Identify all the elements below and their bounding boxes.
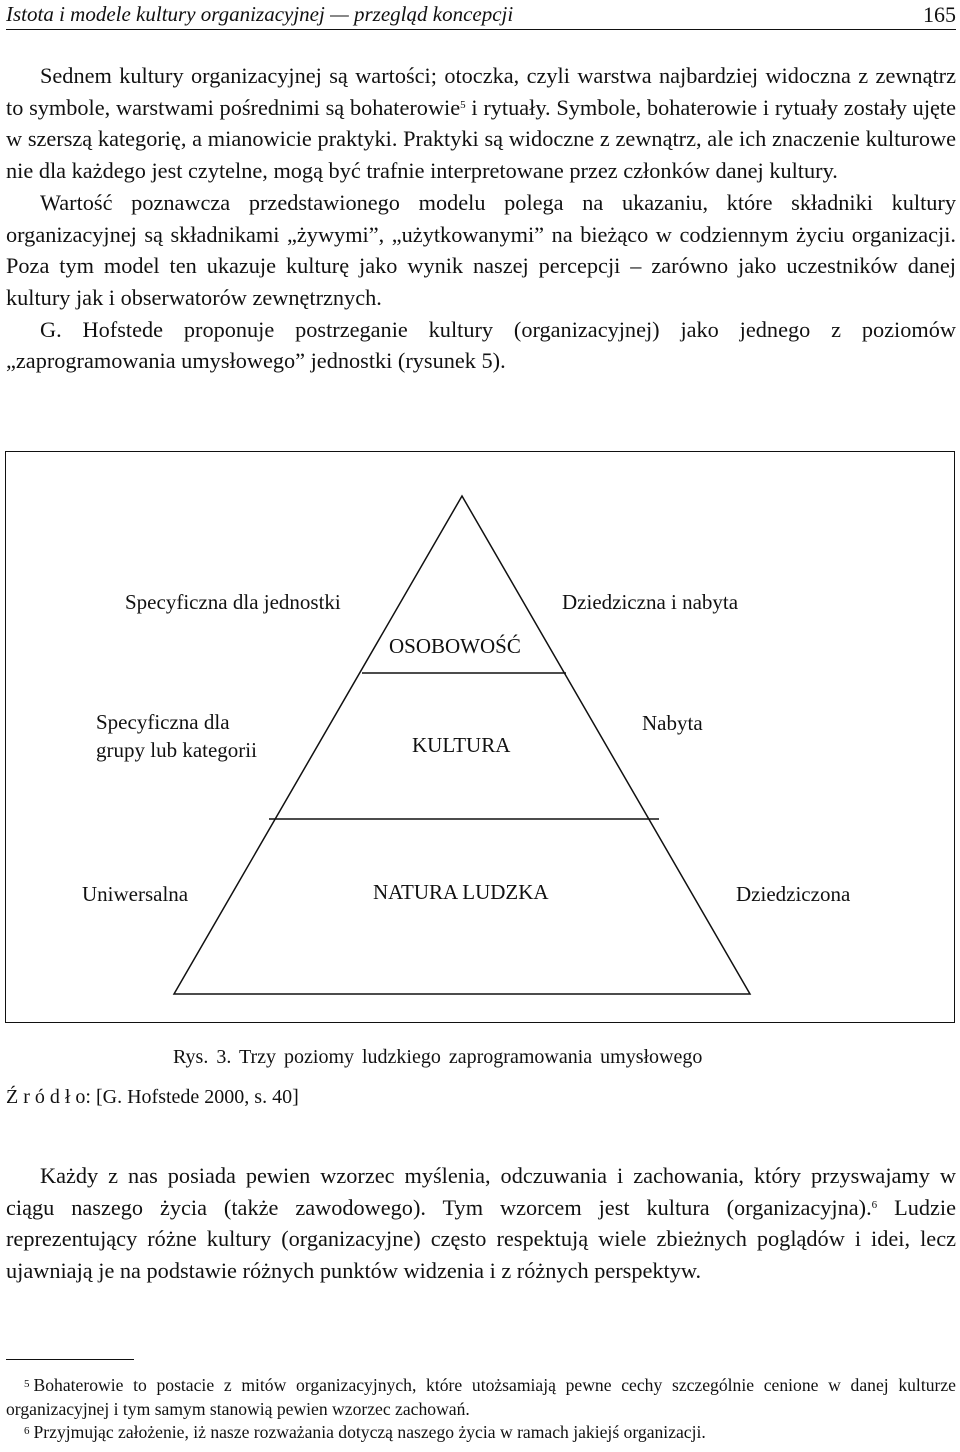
label-specific-individual: Specyficzna dla jednostki [125, 590, 341, 614]
level-culture: KULTURA [412, 733, 511, 757]
footnote-ref-6[interactable]: 6 [871, 1198, 878, 1211]
paragraph-2: Wartość poznawcza przedstawionego modelu polega na ukazaniu, które składniki kultury organizacyjnej są składnikami „żywymi”, „użytkowanymi” na bieżąco w codziennym życiu organizacji. Poza tym model ten ukazuje kulturę jako wynik naszej percepcji – zarówno jako uczestników danej kultury jak i obserwatorów zewnętrznych. [6, 189, 956, 310]
figure-pyramid [5, 451, 955, 1023]
running-title: Istota i modele kultury organizacyjnej — przegląd koncepcji [6, 2, 514, 26]
level-human-nature: NATURA LUDZKA [373, 880, 549, 904]
footnote-text-5: Bohaterowie to postacie z mitów organizacyjnych, które utożsamiają pewne cechy szczególnie cenione w danej kulturze organizacyjnej i tym samym stanowią pewien wzorzec zachowań. [6, 1375, 956, 1419]
paragraph-4 [6, 1160, 956, 1287]
paragraph-1 [6, 60, 956, 187]
level-personality: OSOBOWOŚĆ [389, 634, 521, 658]
footnote-ref-5[interactable]: 5 [460, 98, 466, 111]
footnotes [6, 1374, 956, 1445]
footnote-number-6: 6 [24, 1425, 30, 1437]
label-specific-group-line2: grupy lub kategorii [96, 738, 257, 762]
label-acquired: Nabyta [642, 711, 703, 735]
page-number: 165 [923, 2, 956, 27]
footnote-text-6: Przyjmując założenie, iż nasze rozważania dotyczą naszego życia w ramach jakiejś organizacji. [33, 1422, 706, 1442]
figure-source: Ź r ó d ł o: [G. Hofstede 2000, s. 40] [6, 1086, 299, 1108]
label-inherited: Dziedziczona [736, 882, 851, 906]
paragraph-1-text-a: Sednem kultury organizacyjnej są wartości; otoczka, czyli warstwa najbardziej widoczna z zewnątrz to symbole, warstwami pośrednimi są bohaterowie [6, 63, 956, 120]
footnote-6 [6, 1421, 956, 1445]
body-text-top [6, 60, 956, 377]
paragraph-4-text-a: Każdy z nas posiada pewien wzorzec myślenia, odczuwania i zachowania, który przyswajamy w ciągu naszego życia (także zawodowego). Tym wzorcem jest kultura (organizacyjna). [6, 1163, 956, 1220]
label-specific-group-line1: Specyficzna dla [96, 710, 230, 734]
running-header [6, 2, 956, 30]
paragraph-1-text-b: i rytuały. Symbole, bohaterowie i rytuały zostały ujęte w szerszą kategorię, a mianowicie praktyki. Praktyki są widoczne z zewnątrz, ale ich znaczenie kulturowe nie dla każdego jest czytelne, mogą być trafnie interpretowane przez członków danej kultury. [6, 94, 957, 184]
paragraph-3: G. Hofstede proponuje postrzeganie kultury (organizacyjnej) jako jednego z poziomów „zaprogramowania umysłowego” jednostki (rysunek 5). [6, 316, 956, 374]
footnote-rule [6, 1359, 134, 1360]
footnote-number-5: 5 [24, 1378, 30, 1390]
paragraph-4-text-b: Ludzie reprezentujący różne kultury (organizacyjne) często respektują wiele zbieżnych poglądów i idei, lecz ujawniają je na podstawie różnych punktów widzenia i z różnych perspektyw. [6, 1194, 956, 1284]
footnote-5 [6, 1374, 956, 1421]
label-inherited-acquired: Dziedziczna i nabyta [562, 590, 739, 614]
header-rule [6, 29, 956, 30]
body-text-bottom [6, 1160, 956, 1287]
figure-caption: Rys. 3. Trzy poziomy ludzkiego zaprogramowania umysłowego [173, 1046, 703, 1068]
label-universal: Uniwersalna [82, 882, 189, 906]
